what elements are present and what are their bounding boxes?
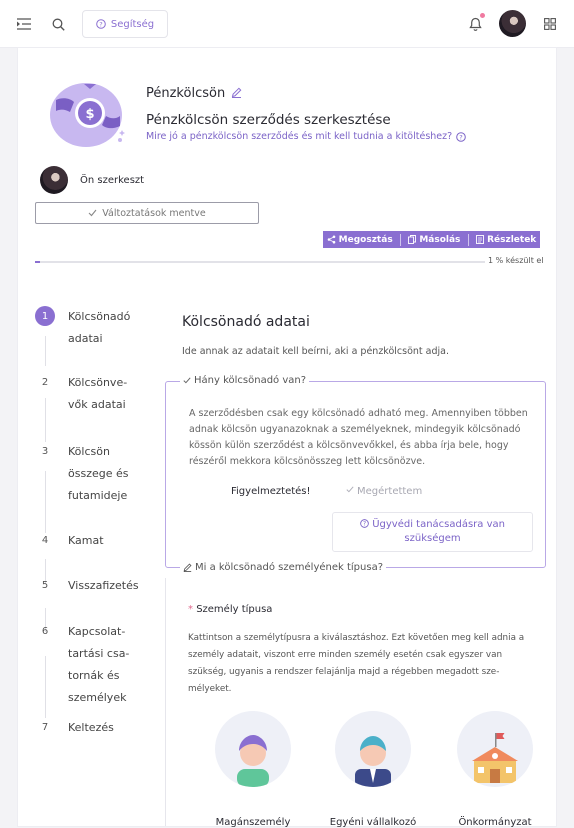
copy-label: Másolás xyxy=(419,234,461,245)
choice-municipality[interactable] xyxy=(450,711,540,828)
step-label: Kamat xyxy=(68,534,104,547)
lender-count-text: A szerződésben csak egy kölcsönadó adható meg. Amennyiben többen adnak kölcsön ugyanazoknak a személyeknek, mindegyik kölcsönadó kössön külön szerződést a kölcsönvevőkkel, és abba írja bele, hogy részéről mekkora kölcsönösszeg lett kölcsönözve. xyxy=(189,408,528,467)
step-item-4[interactable] xyxy=(35,530,165,552)
bell-icon[interactable] xyxy=(463,12,487,36)
choice-private-person[interactable] xyxy=(208,711,298,828)
check-icon xyxy=(183,377,191,384)
edit-title-icon[interactable] xyxy=(231,87,242,101)
copy-button[interactable] xyxy=(408,235,460,245)
step-item-1[interactable] xyxy=(35,306,165,350)
choice-label: Egyéni vállalkozó xyxy=(329,817,417,828)
step-number: 6 xyxy=(41,625,49,637)
document-title-row xyxy=(146,86,242,101)
person-type-label-text: Személy típusa xyxy=(196,604,273,615)
choice-label: Önkormányzat xyxy=(458,817,532,828)
help-label: Segítség xyxy=(110,18,155,30)
notification-dot xyxy=(480,13,485,18)
share-label: Megosztás xyxy=(338,234,393,245)
help-circle-icon xyxy=(456,132,466,142)
step-number: 5 xyxy=(41,579,49,591)
lender-count-box xyxy=(165,375,546,568)
step-number: 4 xyxy=(41,534,49,546)
help-icon xyxy=(96,19,106,29)
details-button[interactable] xyxy=(476,235,536,245)
municipality-icon xyxy=(457,711,533,787)
top-bar xyxy=(0,0,574,48)
changes-saved-label: Változtatások mentve xyxy=(102,207,206,219)
lender-count-legend xyxy=(180,375,309,386)
step-number: 2 xyxy=(41,376,49,388)
step-label: Keltezés xyxy=(68,721,114,734)
check-icon xyxy=(88,209,97,217)
step-label: Kölcsön összege és futamideje xyxy=(68,445,129,502)
progress-bar xyxy=(35,261,485,263)
help-button[interactable] xyxy=(82,10,168,38)
document-action-bar xyxy=(323,231,540,248)
step-item-3[interactable] xyxy=(35,441,165,507)
person-type-legend xyxy=(180,562,386,573)
step-label: Kapcsolat-tartási csa-tornák és személyek xyxy=(68,625,130,704)
pencil-icon xyxy=(183,563,192,572)
choice-sole-trader[interactable] xyxy=(328,711,418,828)
progress-fill xyxy=(35,261,40,263)
details-icon xyxy=(476,235,484,244)
menu-collapse-icon[interactable] xyxy=(12,12,36,36)
action-separator xyxy=(400,234,401,246)
copy-icon xyxy=(408,235,416,244)
person-type-description: Kattintson a személytípusra a kiválasztáshoz. Ezt követően meg kell adnia a személy adatait, viszont erre minden személy esetén csak egyszer van szükség, ugyanis a rendszer felajánlja majd a régebben megadott sze-mélyeket. xyxy=(188,633,525,694)
lender-count-question: Hány kölcsönadó van? xyxy=(194,375,307,386)
sole-trader-icon xyxy=(335,711,411,787)
editor-avatar xyxy=(40,166,68,194)
share-button[interactable] xyxy=(327,235,393,245)
svg-text:?: ? xyxy=(459,132,463,141)
person-type-label xyxy=(188,604,272,615)
acknowledge-label: Megértettem xyxy=(357,486,423,497)
svg-text:?: ? xyxy=(362,521,367,528)
step-item-2[interactable] xyxy=(35,372,165,416)
share-icon xyxy=(327,235,336,244)
warning-label: Figyelmeztetés! xyxy=(231,486,311,497)
progress-label: 1 % készült el xyxy=(488,256,544,265)
check-icon xyxy=(346,486,354,493)
lawyer-advice-label xyxy=(333,518,532,546)
person-type-question: Mi a kölcsönadó személyének típusa? xyxy=(195,562,384,573)
choice-label: Magánszemély xyxy=(215,817,291,828)
step-item-7[interactable] xyxy=(35,717,165,739)
details-label: Részletek xyxy=(487,234,537,245)
changes-saved-button[interactable] xyxy=(35,202,259,224)
step-item-6[interactable] xyxy=(35,621,165,709)
action-separator xyxy=(468,234,469,246)
step-number: 7 xyxy=(41,721,49,733)
user-avatar[interactable] xyxy=(499,10,526,37)
step-item-5[interactable] xyxy=(35,575,165,597)
contract-help-link-text: Mire jó a pénzkölcsön szerződés és mit kell tudnia a kitöltéshez? xyxy=(146,131,453,142)
apps-grid-icon[interactable] xyxy=(538,12,562,36)
required-mark: * xyxy=(188,604,193,615)
contract-help-link[interactable] xyxy=(146,131,466,142)
editor-label: Ön szerkeszt xyxy=(80,174,145,186)
private-person-icon xyxy=(215,711,291,787)
section-title: Kölcsönadó adatai xyxy=(182,314,310,330)
lawyer-advice-button[interactable] xyxy=(332,512,533,552)
step-label: Visszafizetés xyxy=(68,579,139,592)
section-description: Ide annak az adatait kell beírni, aki a pénzkölcsönt adja. xyxy=(182,346,449,357)
svg-text:$: $ xyxy=(85,107,95,122)
current-editor xyxy=(40,166,144,194)
step-label: Kölcsönve-vők adatai xyxy=(68,376,128,411)
svg-text:?: ? xyxy=(99,20,103,29)
step-number: 3 xyxy=(41,445,49,457)
money-loan-illustration xyxy=(48,80,128,150)
help-circle-icon xyxy=(360,519,369,528)
acknowledge-button[interactable] xyxy=(346,486,422,497)
step-label: Kölcsönadó adatai xyxy=(68,310,131,345)
lawyer-advice-text: Ügyvédi tanácsadásra van szükségem xyxy=(372,519,505,544)
search-icon[interactable] xyxy=(46,12,70,36)
document-subtitle: Pénzkölcsön szerződés szerkesztése xyxy=(146,112,391,128)
document-title: Pénzkölcsön xyxy=(146,86,226,101)
document-panel xyxy=(18,48,556,826)
step-number: 1 xyxy=(35,306,55,326)
